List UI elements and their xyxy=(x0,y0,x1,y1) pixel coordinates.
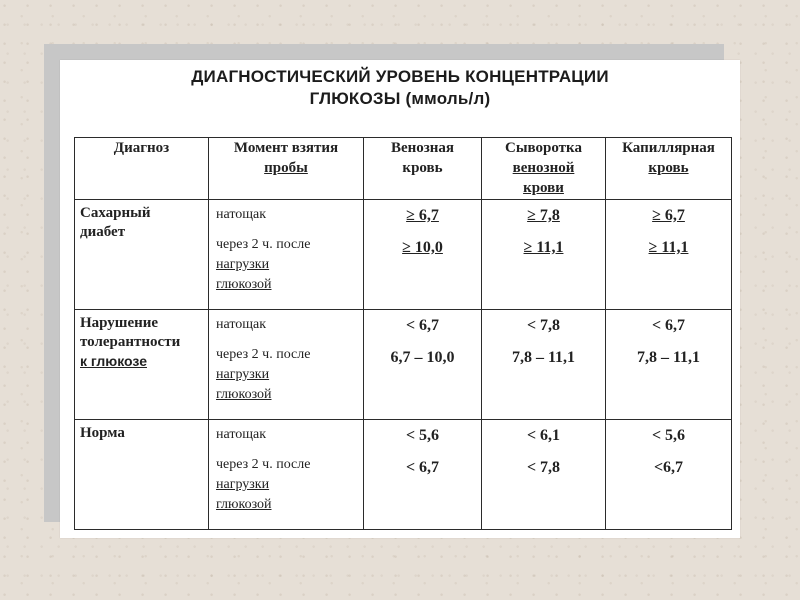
header-moment-line-1: Момент взятия xyxy=(233,140,339,156)
moment-after-line-1: через 2 ч. после xyxy=(216,237,311,252)
diagnosis-line-1: Норма xyxy=(80,425,125,441)
header-diagnosis xyxy=(75,138,209,200)
capillary-value-cell xyxy=(606,420,732,530)
moment-after-line-1: через 2 ч. после xyxy=(216,457,311,472)
serum-fasting-value: < 7,8 xyxy=(526,317,561,334)
header-serum-line-2: венозной xyxy=(512,160,575,176)
table-row xyxy=(75,310,732,420)
diagnosis-line-2: толерантности xyxy=(80,334,181,350)
header-capillary-line-2: кровь xyxy=(648,160,689,176)
table-row xyxy=(75,200,732,310)
moment-after-line-1: через 2 ч. после xyxy=(216,347,311,362)
table-row xyxy=(75,420,732,530)
title-line-2: ГЛЮКОЗЫ (ммоль/л) xyxy=(309,89,491,108)
header-venous-line-2: кровь xyxy=(402,160,443,176)
moment-fasting: натощак xyxy=(216,317,267,332)
serum-after-value: ≥ 11,1 xyxy=(523,239,564,256)
capillary-after-value: <6,7 xyxy=(653,459,684,476)
capillary-fasting-value: < 5,6 xyxy=(651,427,686,444)
venous-value-cell xyxy=(364,200,482,310)
table-header-row xyxy=(75,138,732,200)
header-venous xyxy=(364,138,482,200)
header-moment xyxy=(209,138,364,200)
header-moment-line-2: пробы xyxy=(264,160,308,176)
capillary-value-cell xyxy=(606,310,732,420)
diagnosis-cell xyxy=(75,200,209,310)
header-serum xyxy=(482,138,606,200)
venous-fasting-value: < 6,7 xyxy=(405,317,440,334)
header-capillary xyxy=(606,138,732,200)
diagnosis-cell xyxy=(75,310,209,420)
header-serum-line-1: Сыворотка xyxy=(505,140,582,156)
moment-after-line-3: глюкозой xyxy=(216,497,272,512)
moment-fasting: натощак xyxy=(216,427,267,442)
moment-after-line-2: нагрузки xyxy=(216,477,270,492)
serum-after-value: < 7,8 xyxy=(526,459,561,476)
serum-after-value: 7,8 – 11,1 xyxy=(511,349,576,366)
diagnosis-line-1: Сахарный xyxy=(80,205,151,221)
diagnosis-line-3: к глюкозе xyxy=(80,353,147,369)
venous-after-value: ≥ 10,0 xyxy=(402,239,443,256)
diagnosis-line-1: Нарушение xyxy=(80,315,159,331)
serum-fasting-value: < 6,1 xyxy=(526,427,561,444)
capillary-after-value: 7,8 – 11,1 xyxy=(636,349,701,366)
moment-fasting: натощак xyxy=(216,207,267,222)
moment-cell xyxy=(209,420,364,530)
title-line-1: ДИАГНОСТИЧЕСКИЙ УРОВЕНЬ КОНЦЕНТРАЦИИ xyxy=(191,67,609,86)
venous-after-value: 6,7 – 10,0 xyxy=(390,349,455,366)
diagnosis-line-2: диабет xyxy=(80,224,126,240)
venous-value-cell xyxy=(364,310,482,420)
serum-value-cell xyxy=(482,310,606,420)
capillary-fasting-value: < 6,7 xyxy=(651,317,686,334)
moment-after-line-3: глюкозой xyxy=(216,277,272,292)
header-venous-line-1: Венозная xyxy=(390,140,455,156)
diagnosis-cell xyxy=(75,420,209,530)
moment-after-line-2: нагрузки xyxy=(216,257,270,272)
venous-fasting-value: < 5,6 xyxy=(405,427,440,444)
capillary-value-cell xyxy=(606,200,732,310)
header-diagnosis-label: Диагноз xyxy=(113,140,170,156)
glucose-diagnostic-table xyxy=(74,137,732,530)
venous-value-cell xyxy=(364,420,482,530)
moment-after-line-3: глюкозой xyxy=(216,387,272,402)
moment-after-line-2: нагрузки xyxy=(216,367,270,382)
serum-fasting-value: ≥ 7,8 xyxy=(527,207,560,224)
capillary-fasting-value: ≥ 6,7 xyxy=(652,207,685,224)
header-serum-line-3: крови xyxy=(523,180,564,196)
page-title xyxy=(60,66,740,110)
slide xyxy=(60,60,740,538)
capillary-after-value: ≥ 11,1 xyxy=(648,239,689,256)
moment-cell xyxy=(209,200,364,310)
venous-fasting-value: ≥ 6,7 xyxy=(406,207,439,224)
venous-after-value: < 6,7 xyxy=(405,459,440,476)
header-capillary-line-1: Капиллярная xyxy=(622,140,715,156)
serum-value-cell xyxy=(482,200,606,310)
moment-cell xyxy=(209,310,364,420)
serum-value-cell xyxy=(482,420,606,530)
